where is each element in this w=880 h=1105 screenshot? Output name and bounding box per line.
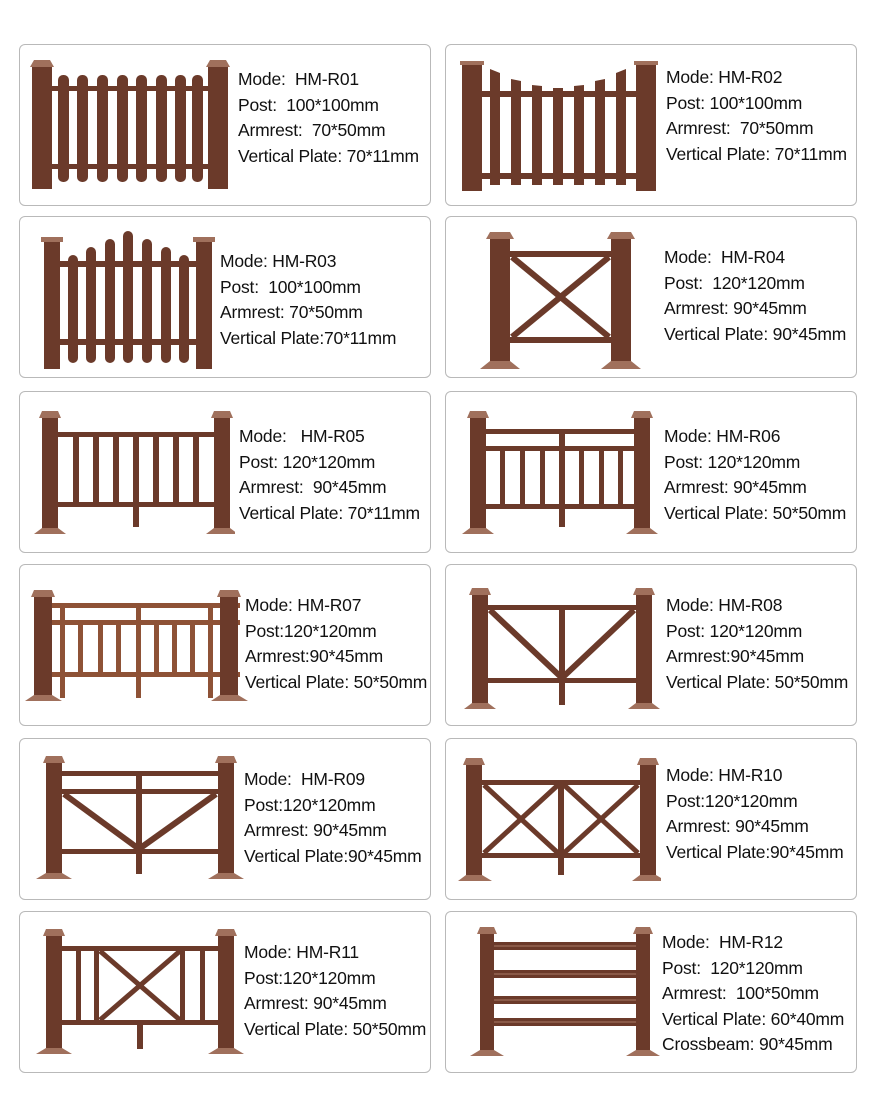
fence-hm-r05-icon <box>20 392 235 553</box>
product-card-hm-r06 <box>445 391 857 553</box>
spec-armrest: Armrest: 90*45mm <box>664 298 807 318</box>
spec-post: Post: 120*120mm <box>664 451 801 472</box>
fence-hm-r02-icon <box>446 45 666 206</box>
spec-vertical-plate: Vertical Plate: 70*11mm <box>666 143 847 164</box>
fence-hm-r10-icon <box>446 739 661 900</box>
spec-post: Post: 100*100mm <box>238 94 379 115</box>
spec-model: Mode: HM-R04 <box>664 247 785 267</box>
fence-hm-r09-icon <box>20 739 245 900</box>
product-card-hm-r10 <box>445 738 857 900</box>
spec-armrest: Armrest: 90*45mm <box>239 477 387 497</box>
spec-crossbeam: Crossbeam: 90*45mm <box>662 1034 833 1054</box>
spec-armrest: Armrest: 70*50mm <box>666 118 814 138</box>
fence-hm-r07-icon <box>20 565 250 726</box>
spec-list <box>244 940 426 1042</box>
spec-list <box>666 593 848 695</box>
fence-hm-r08-icon <box>446 565 661 726</box>
spec-vertical-plate: Vertical Plate:90*45mm <box>666 841 844 862</box>
fence-hm-r03-icon <box>20 217 220 378</box>
product-card-hm-r05 <box>19 391 431 553</box>
spec-model: Mode: HM-R08 <box>666 595 783 615</box>
spec-vertical-plate: Vertical Plate: 50*50mm <box>245 671 428 692</box>
spec-post: Post: 100*100mm <box>666 92 803 113</box>
spec-list <box>666 65 847 167</box>
product-card-hm-r11 <box>19 911 431 1073</box>
spec-post: Post:120*120mm <box>244 794 376 815</box>
fence-hm-r06-icon <box>446 392 661 553</box>
spec-armrest: Armrest:90*45mm <box>245 646 384 666</box>
product-card-hm-r07 <box>19 564 431 726</box>
spec-post: Post: 120*120mm <box>666 620 803 641</box>
spec-post: Post:120*120mm <box>666 790 798 811</box>
spec-model: Mode: HM-R01 <box>238 69 359 89</box>
fence-hm-r01-icon <box>20 45 240 206</box>
product-card-hm-r02 <box>445 44 857 206</box>
spec-post: Post: 120*120mm <box>239 451 376 472</box>
spec-post: Post: 120*120mm <box>664 272 805 293</box>
spec-model: Mode: HM-R03 <box>220 251 337 271</box>
spec-armrest: Armrest: 100*50mm <box>662 983 819 1003</box>
spec-list <box>245 593 427 695</box>
product-card-hm-r12 <box>445 911 857 1073</box>
spec-list <box>662 930 844 1058</box>
product-card-hm-r01 <box>19 44 431 206</box>
spec-vertical-plate: Vertical Plate:70*11mm <box>220 327 397 348</box>
spec-armrest: Armrest:90*45mm <box>666 646 805 666</box>
spec-model: Mode: HM-R11 <box>244 942 359 962</box>
product-card-hm-r08 <box>445 564 857 726</box>
spec-list <box>664 245 846 347</box>
spec-list <box>666 763 844 865</box>
spec-post: Post: 120*120mm <box>662 957 803 978</box>
spec-list <box>239 424 420 526</box>
spec-model: Mode: HM-R09 <box>244 769 365 789</box>
spec-armrest: Armrest: 90*45mm <box>664 477 807 497</box>
spec-post: Post:120*120mm <box>244 967 376 988</box>
spec-vertical-plate: Vertical Plate: 70*11mm <box>239 502 420 523</box>
spec-model: Mode: HM-R12 <box>662 932 783 952</box>
spec-model: Mode: HM-R06 <box>664 426 781 446</box>
spec-list <box>244 767 422 869</box>
spec-post: Post: 100*100mm <box>220 276 361 297</box>
spec-armrest: Armrest: 90*45mm <box>244 993 387 1013</box>
product-card-hm-r09 <box>19 738 431 900</box>
spec-armrest: Armrest: 90*45mm <box>244 820 387 840</box>
product-card-hm-r04 <box>445 216 857 378</box>
spec-vertical-plate: Vertical Plate: 50*50mm <box>244 1018 427 1039</box>
spec-model: Mode: HM-R05 <box>239 426 365 446</box>
spec-vertical-plate: Vertical Plate: 50*50mm <box>664 502 847 523</box>
spec-armrest: Armrest: 70*50mm <box>238 120 386 140</box>
spec-vertical-plate: Vertical Plate: 60*40mm <box>662 1008 845 1029</box>
product-card-hm-r03 <box>19 216 431 378</box>
spec-list <box>238 67 419 169</box>
spec-model: Mode: HM-R07 <box>245 595 362 615</box>
spec-list <box>220 249 396 351</box>
spec-model: Mode: HM-R10 <box>666 765 783 785</box>
spec-armrest: Armrest: 70*50mm <box>220 302 363 322</box>
fence-hm-r11-icon <box>20 912 245 1073</box>
fence-hm-r04-icon <box>446 217 656 378</box>
spec-post: Post:120*120mm <box>245 620 377 641</box>
spec-vertical-plate: Vertical Plate: 70*11mm <box>238 145 419 166</box>
spec-model: Mode: HM-R02 <box>666 67 783 87</box>
spec-vertical-plate: Vertical Plate: 50*50mm <box>666 671 849 692</box>
spec-list <box>664 424 846 526</box>
spec-vertical-plate: Vertical Plate:90*45mm <box>244 845 422 866</box>
spec-vertical-plate: Vertical Plate: 90*45mm <box>664 323 847 344</box>
spec-armrest: Armrest: 90*45mm <box>666 816 809 836</box>
fence-hm-r12-icon <box>446 912 666 1073</box>
